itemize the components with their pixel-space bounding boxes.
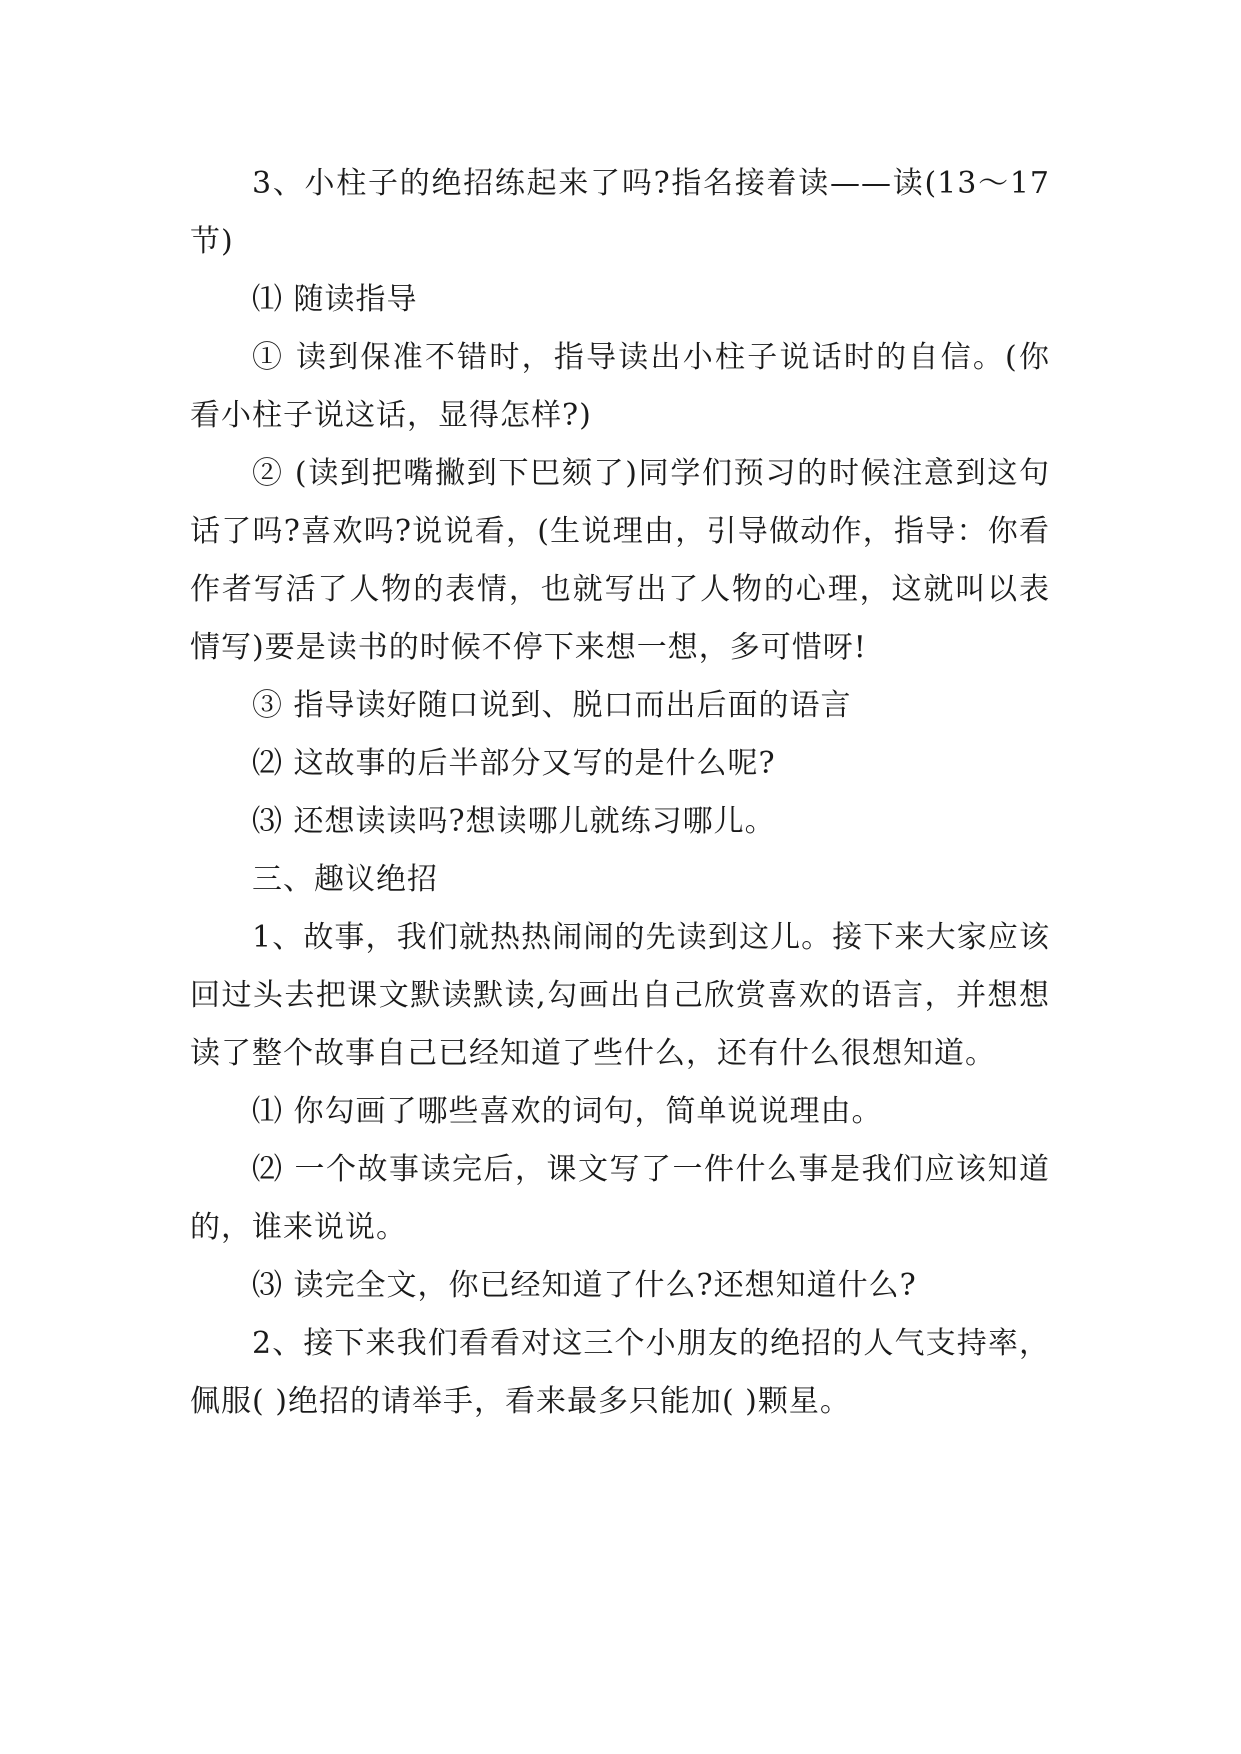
paragraph-item-2: ⑵ 这故事的后半部分又写的是什么呢? (252, 746, 776, 781)
paragraph-guide-1: ① 读到保准不错时，指导读出小柱子说话时的自信。(你看小柱子说这话，显得怎样?) (190, 340, 1050, 433)
paragraph-discuss-1: 1、故事，我们就热热闹闹的先读到这儿。接下来大家应该回过头去把课文默读默读,勾画出自己欣赏喜欢的语言，并想想读了整个故事自己已经知道了些什么，还有什么很想知道。 (190, 920, 1050, 1071)
paragraph-discuss-item-3: ⑶ 读完全文，你已经知道了什么?还想知道什么? (252, 1268, 917, 1303)
paragraph-item-3: ⑶ 还想读读吗?想读哪儿就练习哪儿。 (252, 804, 776, 839)
paragraph-guide-2: ② (读到把嘴撇到下巴颏了)同学们预习的时候注意到这句话了吗?喜欢吗?说说看，(生说理由，引导做动作，指导：你看作者写活了人物的表情，也就写出了人物的心理，这就叫以表情写)要是读书的时候不停下来想一想，多可惜呀! (190, 456, 1050, 665)
document-body (190, 155, 1050, 1431)
section-heading-discuss: 三、趣议绝招 (252, 862, 438, 897)
paragraph-guide-heading: ⑴ 随读指导 (252, 282, 418, 317)
paragraph-discuss-item-1: ⑴ 你勾画了哪些喜欢的词句，简单说说理由。 (252, 1094, 883, 1129)
paragraph-guide-3: ③ 指导读好随口说到、脱口而出后面的语言 (252, 688, 852, 723)
paragraph-discuss-item-2: ⑵ 一个故事读完后，课文写了一件什么事是我们应该知道的，谁来说说。 (190, 1152, 1050, 1245)
paragraph-discuss-2: 2、接下来我们看看对这三个小朋友的绝招的人气支持率，佩服( )绝招的请举手，看来最多只能加( )颗星。 (190, 1326, 1050, 1419)
paragraph-section-3: 3、小柱子的绝招练起来了吗?指名接着读——读(13～17节) (190, 166, 1050, 259)
